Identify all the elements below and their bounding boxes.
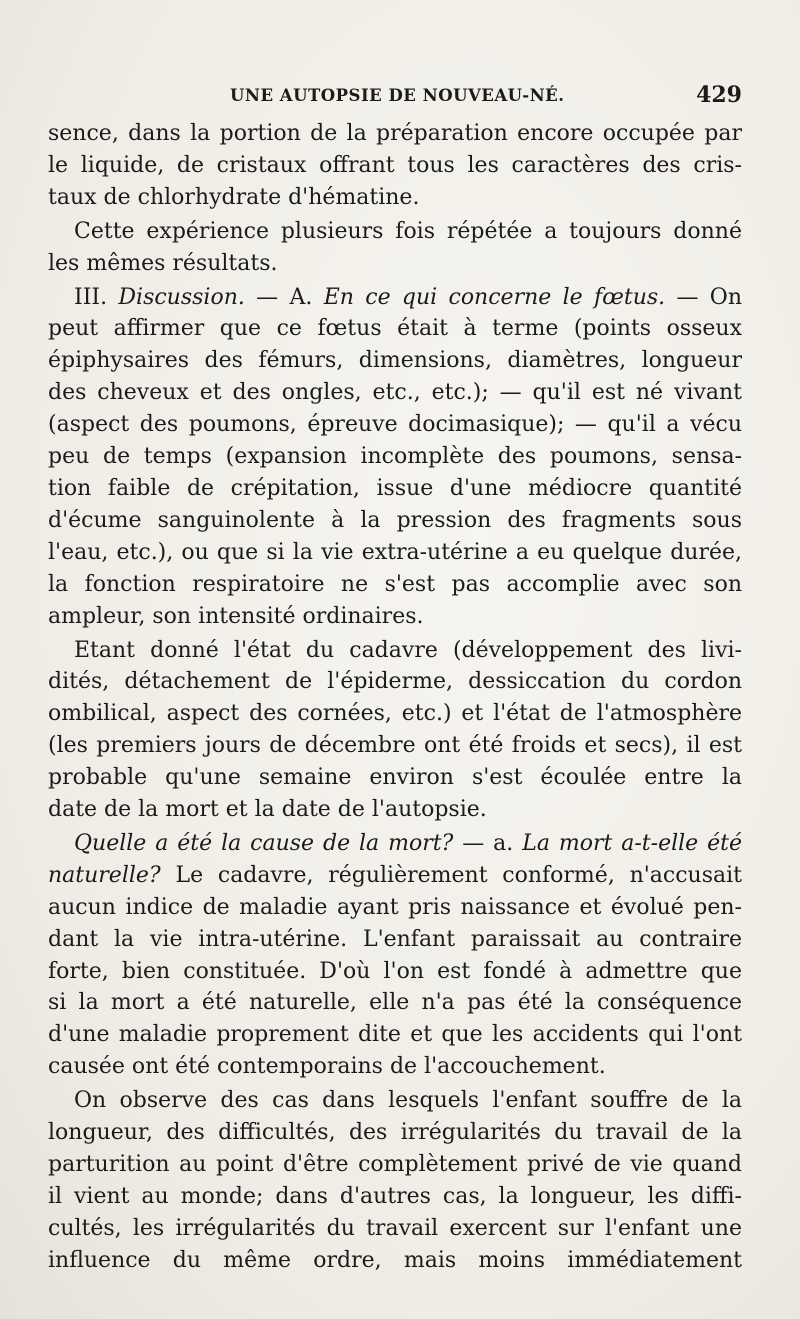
text-line: (aspect des poumons, épreuve docimasique); — qu'il a vécu <box>48 412 742 438</box>
text-line: probable qu'une semaine environ s'est écoulée entre la <box>48 765 742 791</box>
paragraph-cause-of-death <box>48 828 742 1083</box>
body-text <box>48 118 742 1277</box>
text-line: d'écume sanguinolente à la pression des fragments sous <box>48 507 742 533</box>
text-line: peu de temps (expansion incomplète des poumons, sensa- <box>48 444 742 470</box>
paragraph <box>48 635 742 826</box>
section-heading-line <box>48 282 742 314</box>
paragraph <box>48 118 742 214</box>
text-line: il vient au monde; dans d'autres cas, la longueur, les diffi- <box>48 1183 742 1209</box>
text-line: dant la vie intra-utérine. L'enfant paraissait au contraire <box>48 926 742 952</box>
text-line: On observe des cas dans lesquels l'enfant souffre de la <box>74 1088 742 1114</box>
text-line: causée ont été contemporains de l'accouchement. <box>48 1054 606 1080</box>
subsection-title: En ce qui concerne le fœtus. <box>323 284 666 310</box>
section-number: III. <box>74 284 108 310</box>
text-line: des cheveux et des ongles, etc., etc.); — qu'il est né vivant <box>48 380 742 406</box>
text-line: (les premiers jours de décembre ont été froids et secs), il est <box>48 733 742 759</box>
text-line: d'une maladie proprement dite et que les accidents qui l'ont <box>48 1022 742 1048</box>
text-line: les mêmes résultats. <box>48 250 278 276</box>
text-line: peut affirmer que ce fœtus était à terme (points osseux <box>48 316 742 342</box>
paragraph <box>48 1085 742 1276</box>
text-line: l'eau, etc.), ou que si la vie extra-utérine a eu quelque durée, <box>48 539 742 565</box>
text-line: forte, bien constituée. D'où l'on est fondé à admettre que <box>48 958 742 984</box>
text-line: date de la mort et la date de l'autopsie. <box>48 797 487 823</box>
paragraph-discussion <box>48 282 742 633</box>
text-line <box>48 860 742 892</box>
question-line <box>48 828 742 860</box>
question-separator: — a. <box>453 830 523 856</box>
text-line: ombilical, aspect des cornées, etc.) et l'état de l'atmosphère <box>48 701 742 727</box>
text-line: épiphysaires des fémurs, dimensions, diamètres, longueur <box>48 348 742 374</box>
subquestion-end: naturelle? <box>48 862 161 888</box>
lead-tail: Le cadavre, régulièrement conformé, n'accusait <box>160 862 742 888</box>
text-line: influence du même ordre, mais moins immédiatement <box>48 1247 742 1273</box>
text-line: si la mort a été naturelle, elle n'a pas été la conséquence <box>48 990 742 1016</box>
page-number: 429 <box>696 82 742 108</box>
text-line: dités, détachement de l'épiderme, dessiccation du cordon <box>48 669 742 695</box>
question-text: Quelle a été la cause de la mort? <box>74 830 454 856</box>
text-line: tion faible de crépitation, issue d'une médiocre quantité <box>48 475 742 501</box>
text-line: parturition au point d'être complètement privé de vie quand <box>48 1152 742 1177</box>
text-line: le liquide, de cristaux offrant tous les caractères des cris- <box>48 152 742 178</box>
text-line: taux de chlorhydrate d'hématine. <box>48 184 420 210</box>
text-line: ampleur, son intensité ordinaires. <box>48 603 424 629</box>
text-line: sence, dans la portion de la préparation encore occupée par <box>48 121 742 146</box>
section-separator: — A. <box>244 284 324 310</box>
paragraph <box>48 216 742 280</box>
section-title: Discussion. <box>118 284 245 310</box>
text-line: cultés, les irrégularités du travail exercent sur l'enfant une <box>48 1215 742 1241</box>
text-line: la fonction respiratoire ne s'est pas accomplie avec son <box>48 571 742 597</box>
heading-tail: — On <box>665 284 742 310</box>
text-line: Cette expérience plusieurs fois répétée a toujours donné <box>74 218 742 244</box>
text-line: Etant donné l'état du cadavre (développement des livi- <box>74 637 742 663</box>
text-line: longueur, des difficultés, des irrégularités du travail de la <box>48 1120 742 1146</box>
running-title: UNE AUTOPSIE DE NOUVEAU-NÉ. <box>230 86 565 105</box>
page-header <box>48 82 742 116</box>
subquestion-text: La mort a-t-elle été <box>522 830 742 856</box>
text-line: aucun indice de maladie ayant pris naissance et évolué pen- <box>48 894 742 920</box>
